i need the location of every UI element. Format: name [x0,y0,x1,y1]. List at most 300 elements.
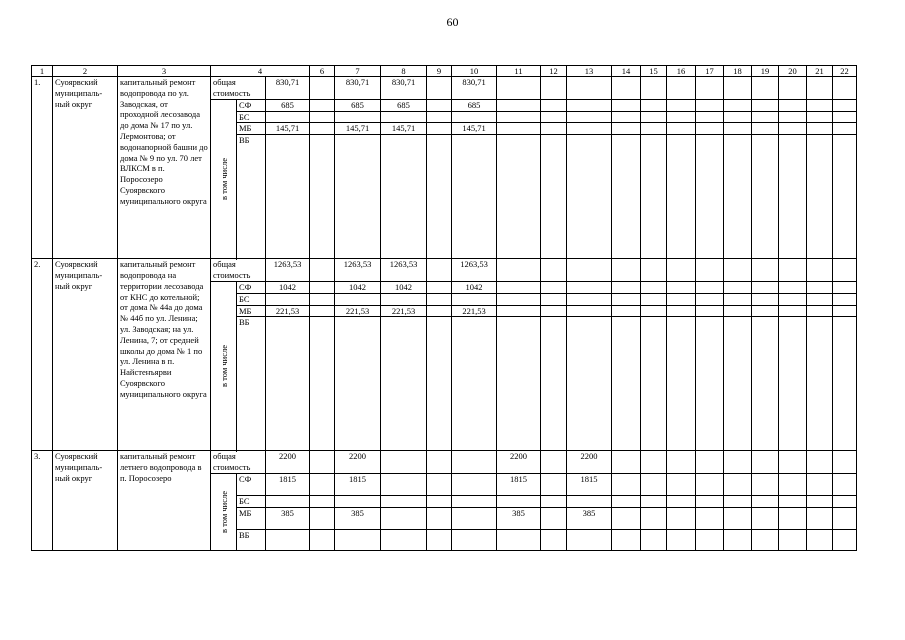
value-cell [427,451,452,474]
value-cell [779,99,807,111]
value-cell [807,281,833,293]
value-cell: 1815 [497,473,541,495]
value-cell [541,135,567,259]
value-cell [541,507,567,529]
value-cell [752,77,779,100]
value-cell: 1815 [567,473,612,495]
value-cell [779,317,807,451]
value-cell [452,451,497,474]
value-cell [541,99,567,111]
value-cell: 685 [266,99,310,111]
value-cell [310,123,335,135]
including-text: в том числе [218,157,229,200]
value-cell [541,281,567,293]
value-cell: 385 [497,507,541,529]
value-cell [335,529,381,550]
including-text: в том числе [218,490,229,533]
value-cell [567,135,612,259]
value-cell [696,305,724,317]
value-cell [612,293,641,305]
value-cell [427,529,452,550]
value-cell [266,111,310,123]
value-cell [310,281,335,293]
district-cell: Суоярвский муниципаль-ный округ [53,259,118,451]
value-cell [667,473,696,495]
value-cell [807,473,833,495]
value-cell [427,281,452,293]
value-cell [641,281,667,293]
value-cell [497,123,541,135]
value-cell [779,77,807,100]
value-cell [696,99,724,111]
value-cell [612,473,641,495]
value-cell: 221,53 [266,305,310,317]
value-cell [779,281,807,293]
value-cell [612,305,641,317]
value-cell [335,111,381,123]
value-cell [612,529,641,550]
project-cell: капитальный ремонт водопровода по ул. Заводская, от проходной лесозавода до дома № 17 по ул. Лермонтова; от водонапорной башни до дома № 9 по ул. 70 лет ВЛКСМ в п. Поросозеро Суоярвского муниципального округа [118,77,211,259]
value-cell [452,317,497,451]
col-header: 10 [452,66,497,77]
table-row [32,77,857,100]
value-cell [427,123,452,135]
value-cell [452,495,497,507]
col-header: 12 [541,66,567,77]
value-cell [696,77,724,100]
col-header: 16 [667,66,696,77]
value-cell [696,317,724,451]
col-header: 20 [779,66,807,77]
value-cell [452,507,497,529]
fund-mb-label: МБ [237,507,266,529]
value-cell [381,111,427,123]
value-cell [807,123,833,135]
value-cell: 145,71 [452,123,497,135]
value-cell [567,111,612,123]
value-cell: 1263,53 [266,259,310,282]
value-cell [452,293,497,305]
value-cell [696,135,724,259]
row-number: 2. [32,259,53,451]
fund-bs-label: БС [237,293,266,305]
value-cell [752,99,779,111]
col-header: 2 [53,66,118,77]
fund-vb-label: ВБ [237,135,266,259]
value-cell: 1815 [335,473,381,495]
value-cell [381,451,427,474]
value-cell [452,529,497,550]
value-cell [567,529,612,550]
value-cell [541,451,567,474]
value-cell [612,317,641,451]
value-cell: 2200 [567,451,612,474]
value-cell: 1263,53 [452,259,497,282]
value-cell: 1042 [452,281,497,293]
value-cell [427,99,452,111]
fund-sf-label: СФ [237,473,266,495]
value-cell [667,77,696,100]
value-cell: 2200 [497,451,541,474]
value-cell [779,259,807,282]
value-cell: 685 [335,99,381,111]
value-cell [381,317,427,451]
value-cell [310,293,335,305]
value-cell [833,293,857,305]
value-cell [427,293,452,305]
value-cell [381,507,427,529]
value-cell [696,281,724,293]
value-cell [779,507,807,529]
value-cell [310,135,335,259]
value-cell [641,77,667,100]
value-cell [779,293,807,305]
value-cell [807,293,833,305]
col-header: 13 [567,66,612,77]
fund-bs-label: БС [237,495,266,507]
value-cell: 830,71 [335,77,381,100]
col-header: 17 [696,66,724,77]
program-table [31,65,857,551]
project-cell: капитальный ремонт водопровода на территории лесозавода от КНС до котельной; от дома № 44а до дома № 44б по ул. Ленина; ул. Заводская; на ул. Ленина, 7; от средней школы до дома № 1 по ул. Ленина в п. Найстенъярви Суоярвского муниципального округа [118,259,211,451]
value-cell [641,293,667,305]
table-row [32,259,857,282]
value-cell: 685 [452,99,497,111]
value-cell [752,305,779,317]
value-cell [567,281,612,293]
value-cell [612,99,641,111]
value-cell [667,529,696,550]
fund-vb-label: ВБ [237,529,266,550]
value-cell [667,259,696,282]
value-cell [724,293,752,305]
value-cell [779,529,807,550]
value-cell: 2200 [335,451,381,474]
value-cell [310,473,335,495]
value-cell [541,317,567,451]
value-cell [266,529,310,550]
value-cell [779,111,807,123]
value-cell: 1815 [266,473,310,495]
value-cell [667,123,696,135]
value-cell [724,99,752,111]
value-cell [696,259,724,282]
value-cell [641,507,667,529]
value-cell [541,293,567,305]
value-cell [667,495,696,507]
value-cell: 830,71 [452,77,497,100]
col-header: 19 [752,66,779,77]
value-cell [667,135,696,259]
value-cell: 385 [567,507,612,529]
value-cell [833,281,857,293]
value-cell [833,507,857,529]
value-cell [266,135,310,259]
page-number: 60 [446,15,459,29]
value-cell [641,259,667,282]
table-row [32,451,857,474]
including-label [211,281,237,451]
value-cell [667,281,696,293]
value-cell [427,111,452,123]
value-cell: 2200 [266,451,310,474]
value-cell [724,317,752,451]
value-cell [667,451,696,474]
value-cell [427,495,452,507]
value-cell [779,473,807,495]
value-cell [612,135,641,259]
value-cell: 1263,53 [335,259,381,282]
value-cell [612,281,641,293]
value-cell [427,507,452,529]
value-cell [310,317,335,451]
value-cell [427,305,452,317]
fund-mb-label: МБ [237,305,266,317]
value-cell [612,495,641,507]
value-cell [427,77,452,100]
value-cell [427,259,452,282]
value-cell [567,123,612,135]
value-cell [641,123,667,135]
value-cell [612,111,641,123]
total-cost-label: общая стоимость [211,77,266,100]
value-cell: 1042 [266,281,310,293]
value-cell [381,135,427,259]
value-cell [724,495,752,507]
value-cell [541,305,567,317]
value-cell [335,317,381,451]
value-cell [541,123,567,135]
value-cell [724,451,752,474]
value-cell [310,451,335,474]
value-cell [266,293,310,305]
value-cell [724,507,752,529]
value-cell [779,123,807,135]
value-cell [641,305,667,317]
value-cell [833,77,857,100]
value-cell [752,451,779,474]
value-cell: 221,53 [335,305,381,317]
value-cell: 1042 [335,281,381,293]
value-cell [752,135,779,259]
value-cell [833,259,857,282]
col-header: 11 [497,66,541,77]
value-cell [696,507,724,529]
col-header: 22 [833,66,857,77]
value-cell [833,305,857,317]
value-cell: 830,71 [381,77,427,100]
value-cell [310,495,335,507]
col-header: 6 [310,66,335,77]
value-cell [641,317,667,451]
value-cell [779,495,807,507]
value-cell [335,135,381,259]
col-header: 18 [724,66,752,77]
value-cell [833,473,857,495]
value-cell [696,473,724,495]
col-header: 21 [807,66,833,77]
fund-bs-label: БС [237,111,266,123]
value-cell [567,305,612,317]
col-header: 8 [381,66,427,77]
including-text: в том числе [218,345,229,388]
value-cell [567,99,612,111]
value-cell [381,293,427,305]
value-cell [567,77,612,100]
including-label [211,473,237,550]
value-cell [567,317,612,451]
row-number: 1. [32,77,53,259]
value-cell [541,111,567,123]
value-cell [310,529,335,550]
value-cell [833,451,857,474]
value-cell [807,451,833,474]
value-cell [612,123,641,135]
value-cell [641,473,667,495]
value-cell [497,281,541,293]
value-cell [667,305,696,317]
value-cell [266,317,310,451]
value-cell [752,259,779,282]
value-cell [381,495,427,507]
value-cell [779,135,807,259]
value-cell [381,529,427,550]
value-cell [567,495,612,507]
value-cell [310,305,335,317]
value-cell [541,473,567,495]
district-cell: Суоярвский муниципаль-ный округ [53,77,118,259]
value-cell [310,111,335,123]
value-cell [752,507,779,529]
including-label [211,99,237,259]
value-cell: 385 [335,507,381,529]
value-cell [667,317,696,451]
fund-mb-label: МБ [237,123,266,135]
value-cell [833,135,857,259]
value-cell [641,99,667,111]
value-cell [667,507,696,529]
col-header: 1 [32,66,53,77]
value-cell [641,111,667,123]
value-cell [807,111,833,123]
value-cell [752,281,779,293]
value-cell [497,77,541,100]
value-cell [567,259,612,282]
value-cell [541,529,567,550]
value-cell [667,293,696,305]
value-cell [807,529,833,550]
value-cell [541,495,567,507]
value-cell [807,507,833,529]
col-header: 7 [335,66,381,77]
value-cell [724,123,752,135]
value-cell [497,495,541,507]
value-cell [452,473,497,495]
value-cell [427,135,452,259]
value-cell: 685 [381,99,427,111]
value-cell [497,317,541,451]
value-cell [833,317,857,451]
value-cell: 221,53 [381,305,427,317]
value-cell [497,99,541,111]
value-cell [641,495,667,507]
value-cell [696,451,724,474]
value-cell [807,305,833,317]
value-cell [497,529,541,550]
value-cell [641,451,667,474]
value-cell [612,507,641,529]
value-cell [807,135,833,259]
value-cell [641,529,667,550]
col-header: 4 [211,66,310,77]
value-cell [724,529,752,550]
value-cell [724,473,752,495]
value-cell: 1263,53 [381,259,427,282]
value-cell [752,529,779,550]
value-cell [381,473,427,495]
value-cell [807,259,833,282]
value-cell: 221,53 [452,305,497,317]
value-cell: 830,71 [266,77,310,100]
value-cell [612,259,641,282]
value-cell [667,99,696,111]
value-cell [752,495,779,507]
value-cell [779,305,807,317]
value-cell [752,123,779,135]
value-cell [310,99,335,111]
value-cell [807,99,833,111]
value-cell: 1042 [381,281,427,293]
total-cost-label: общая стоимость [211,451,266,474]
district-cell: Суоярвский муниципаль-ный округ [53,451,118,550]
fund-vb-label: ВБ [237,317,266,451]
value-cell [724,111,752,123]
value-cell: 145,71 [266,123,310,135]
value-cell [807,317,833,451]
value-cell [335,293,381,305]
value-cell [497,259,541,282]
value-cell [266,495,310,507]
value-cell [541,77,567,100]
value-cell [724,281,752,293]
value-cell [310,259,335,282]
value-cell [779,451,807,474]
value-cell [612,451,641,474]
total-cost-label: общая стоимость [211,259,266,282]
fund-sf-label: СФ [237,281,266,293]
value-cell [452,135,497,259]
value-cell [833,495,857,507]
value-cell [335,495,381,507]
value-cell [541,259,567,282]
value-cell: 145,71 [335,123,381,135]
value-cell [724,77,752,100]
value-cell [667,111,696,123]
value-cell [497,305,541,317]
value-cell [612,77,641,100]
value-cell [696,123,724,135]
value-cell [752,111,779,123]
value-cell [567,293,612,305]
value-cell [833,123,857,135]
value-cell [807,495,833,507]
col-header: 9 [427,66,452,77]
value-cell [310,507,335,529]
column-number-row [32,66,857,77]
value-cell [497,293,541,305]
value-cell [807,77,833,100]
project-cell: капитальный ремонт летнего водопровода в п. Поросозеро [118,451,211,550]
